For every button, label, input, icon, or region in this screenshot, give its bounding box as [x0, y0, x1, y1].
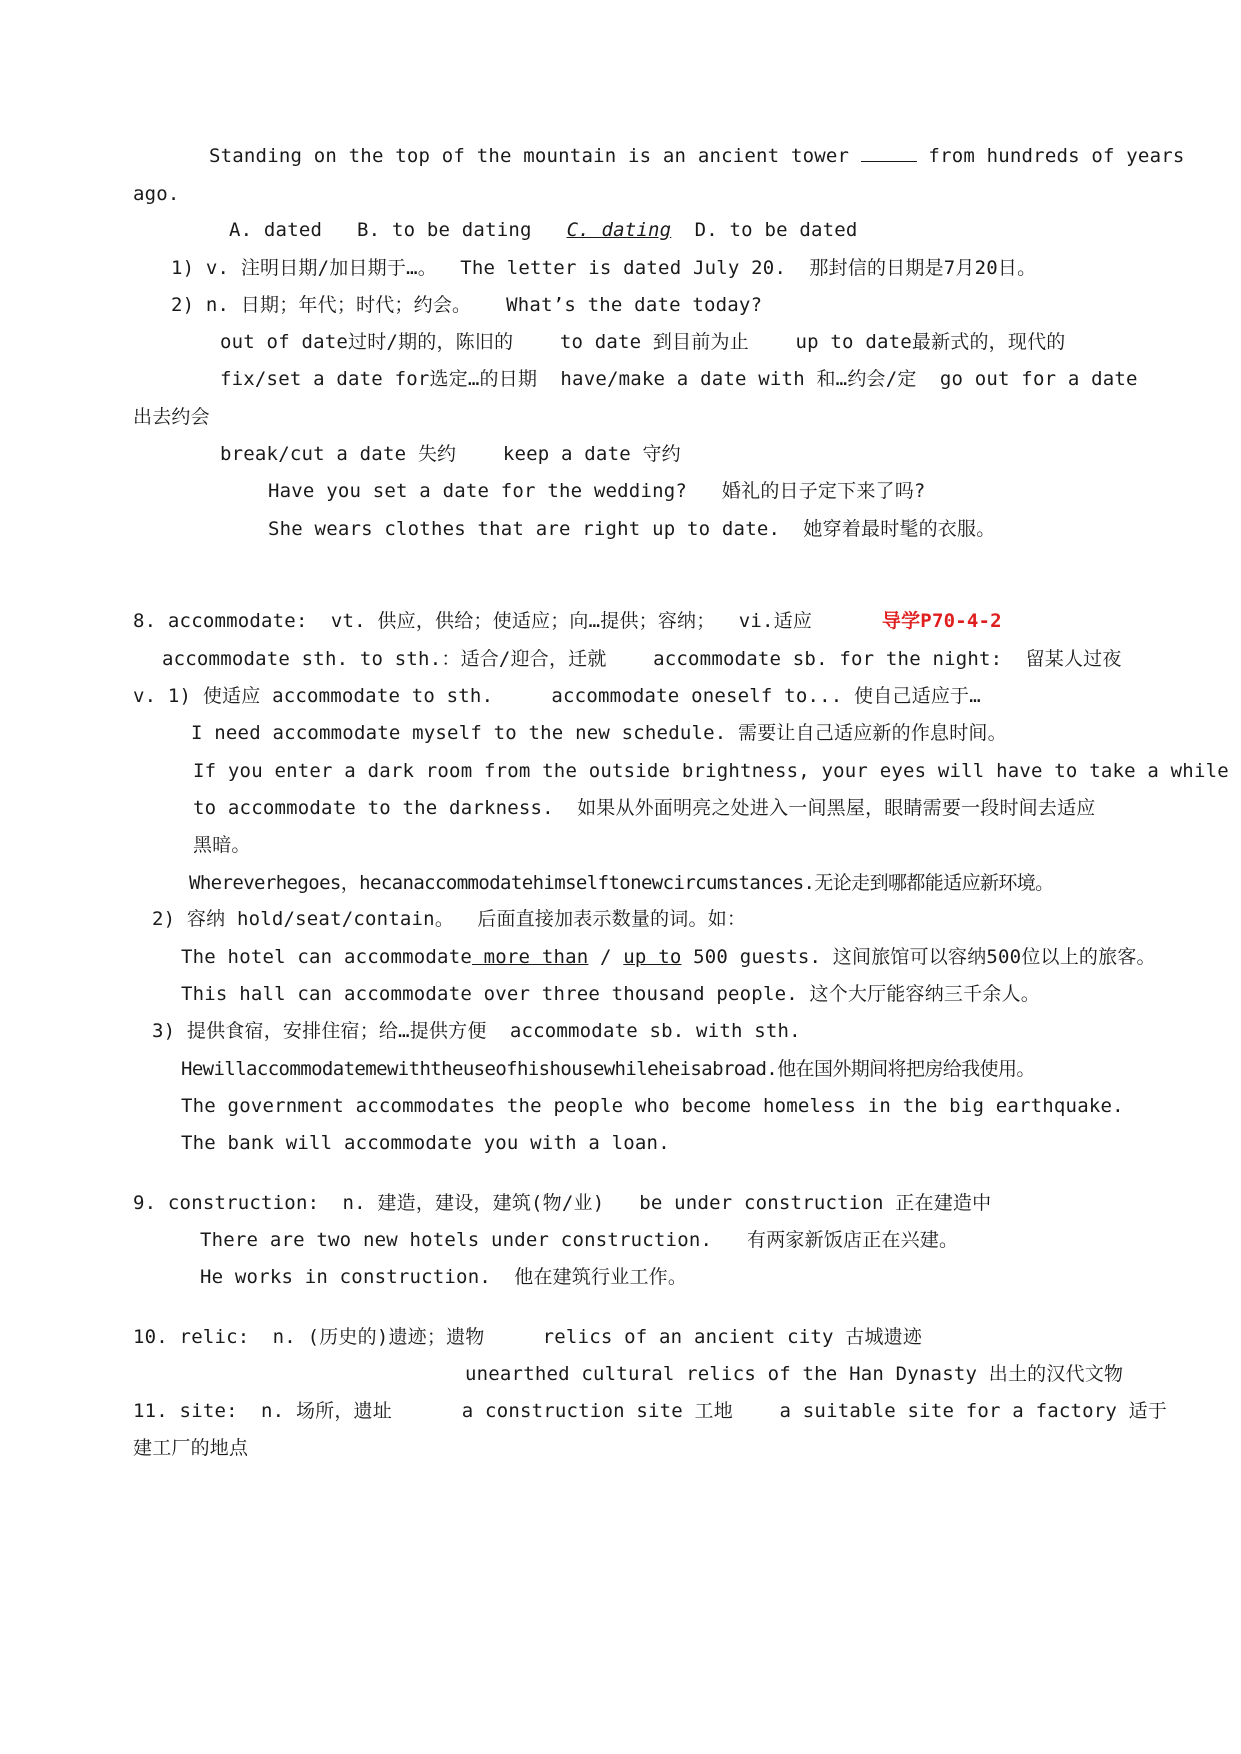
accommodate-heading — [133, 608, 1002, 634]
option-b: B. to be dating — [357, 219, 532, 241]
date-phrases-1: out of date过时/期的，陈旧的 to date 到目前为止 up to date最新式的，现代的 — [220, 331, 1066, 353]
relic-phrase-2: unearthed cultural relics of the Han Dynasty 出土的汉代文物 — [465, 1363, 1124, 1385]
option-d: D. to be dated — [694, 219, 858, 241]
accommodate-sense-3: 3) 提供食宿，安排住宿；给…提供方便 accommodate sb. with sth. — [152, 1020, 801, 1042]
question-options — [229, 217, 858, 243]
date-verb-def: 1) v. 注明日期/加日期于…。 The letter is dated July 20. 那封信的日期是7月20日。 — [171, 257, 1037, 279]
date-phrases-2b: 出去约会 — [133, 406, 210, 428]
site-line-2: 建工厂的地点 — [133, 1437, 249, 1459]
example-4-end: 500 guests. 这间旅馆可以容纳500位以上的旅客。 — [681, 946, 1156, 968]
answer-blank — [861, 143, 917, 162]
date-example-1: Have you set a date for the wedding? 婚礼的日子定下来了吗? — [268, 480, 926, 502]
question-text-end: from hundreds of years — [916, 145, 1185, 167]
accommodate-example-2c: 黑暗。 — [193, 834, 251, 856]
accommodate-example-5: This hall can accommodate over three thousand people. 这个大厅能容纳三千余人。 — [181, 983, 1040, 1005]
more-than-underlined: more than — [471, 946, 589, 968]
accommodate-phrases: accommodate sth. to sth.：适合/迎合，迁就 accommodate sb. for the night: 留某人过夜 — [162, 648, 1122, 670]
date-phrases-3: break/cut a date 失约 keep a date 守约 — [220, 443, 681, 465]
relic-heading: 10. relic: n. (历史的)遗迹；遗物 relics of an ancient city 古城遗迹 — [133, 1326, 923, 1348]
date-phrases-2: fix/set a date for选定…的日期 have/make a date with 和…约会/定 go out for a date — [220, 368, 1138, 390]
accommodate-example-8: The bank will accommodate you with a loan. — [181, 1132, 670, 1154]
construction-heading: 9. construction: n. 建造，建设，建筑(物/业) be under construction 正在建造中 — [133, 1192, 992, 1214]
question-text: Standing on the top of the mountain is an ancient tower — [209, 145, 861, 167]
date-example-2: She wears clothes that are right up to date. 她穿着最时髦的衣服。 — [268, 518, 996, 540]
option-c-answer: C. dating — [566, 219, 672, 241]
up-to-underlined: up to — [623, 946, 682, 968]
accommodate-example-6: Hewillaccommodatemewiththeuseofhishousewhileheisabroad.他在国外期间将把房给我使用。 — [181, 1058, 1035, 1080]
site-heading: 11. site: n. 场所，遗址 a construction site 工地 a suitable site for a factory 适于 — [133, 1400, 1168, 1422]
accommodate-example-3: Whereverhegoes，hecanaccommodatehimselftonewcircumstances.无论走到哪都能适应新环境。 — [189, 872, 1054, 894]
question-line-1 — [209, 143, 1185, 169]
accommodate-example-4 — [181, 944, 1156, 970]
reference-tag: 导学P70-4-2 — [881, 610, 1002, 632]
date-noun-def: 2) n. 日期；年代；时代；约会。 What’s the date today? — [171, 294, 763, 316]
accommodate-example-2a: If you enter a dark room from the outside brightness, your eyes will have to take a while — [193, 760, 1229, 782]
accommodate-example-1: I need accommodate myself to the new schedule. 需要让自己适应新的作息时间。 — [191, 722, 1007, 744]
accommodate-example-7: The government accommodates the people who become homeless in the big earthquake. — [181, 1095, 1124, 1117]
accommodate-example-2b: to accommodate to the darkness. 如果从外面明亮之处进入一间黑屋，眼睛需要一段时间去适应 — [193, 797, 1096, 819]
accommodate-def: 8. accommodate: vt. 供应，供给；使适应；向…提供；容纳； vi.适应 — [133, 610, 813, 632]
construction-example-1: There are two new hotels under construction. 有两家新饭店正在兴建。 — [200, 1229, 959, 1251]
accommodate-sense-1: v. 1) 使适应 accommodate to sth. accommodate oneself to... 使自己适应于… — [133, 685, 981, 707]
example-4-start: The hotel can accommodate — [181, 946, 472, 968]
slash: / — [588, 946, 624, 968]
question-line-2: ago. — [133, 183, 180, 205]
accommodate-sense-2: 2) 容纳 hold/seat/contain。 后面直接加表示数量的词。如： — [152, 908, 747, 930]
construction-example-2: He works in construction. 他在建筑行业工作。 — [200, 1266, 688, 1288]
option-a: A. dated — [229, 219, 323, 241]
